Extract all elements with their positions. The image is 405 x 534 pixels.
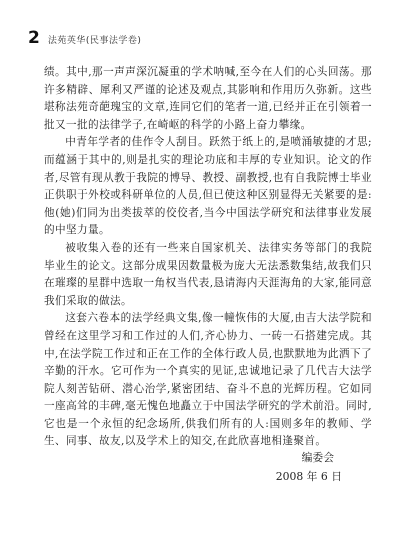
paragraph: 这套六卷本的法学经典文集,像一幢恢伟的大厦,由吉大法学院和曾经在这里学习和工作过的人们,齐心协力、一砖一石搭建完成。其中,在法学院工作过和正在工作的全体行政人员,也默默地为此洒下了辛勤的汗水。它可作为一个真实的见证,忠诚地记录了几代吉大法学院人刻苦钻研、潜心治学,紧密团结、奋斗不息的光辉历程。它如同一座高耸的丰碑,毫无愧色地矗立于中国法学研究的学术前沿。同时,它也是一个永恒的纪念场所,供我们所有的人:国则多年的教师、学生、同事、故友,以及学术上的知交,在此欣喜地相逢聚首。	[44, 312, 372, 448]
running-title: 法苑英华(民事法学卷)	[47, 36, 142, 46]
body-text	[44, 64, 372, 451]
page-header	[28, 28, 141, 48]
paragraph: 中青年学者的佳作令人刮目。跃然于纸上的,是喷涌敏捷的才思;而蕴涵于其中的,则是扎实的理论功底和丰厚的专业知识。论文的作者,尽管有现从教于我院的博导、教授、副教授,也有自我院博士毕业正供职于外校或科研单位的人员,但已使这种区别显得无关紧要的是:他(她)们同为出类拔萃的佼佼者,当今中国法学研究和法律事业发展的中坚力量。	[44, 136, 372, 237]
signature-organization: 编委会	[301, 451, 334, 464]
paragraph: 被收集入卷的还有一些来自国家机关、法律实务等部门的我院毕业生的论文。这部分成果因数量极为庞大无法悉数集结,故我们只在璀璨的星群中选取一角权当代表,恳请海内天涯海角的大家,能同意我们采取的做法。	[44, 241, 372, 307]
page-number: 2	[28, 28, 40, 48]
signature-date: 2008 年 6 日	[275, 470, 342, 483]
paragraph-continued: 绩。其中,那一声声深沉凝重的学术呐喊,至今在人们的心头回荡。那许多精辟、犀利又严谨的论述及观点,其影响和作用历久弥新。这些堪称法苑奇葩瑰宝的文章,连同它们的笔者一道,已经并正在引领着一批又一批的法律学子,在崎岖的科学的小路上奋力攀缘。	[44, 66, 372, 131]
signature-block	[0, 448, 342, 486]
